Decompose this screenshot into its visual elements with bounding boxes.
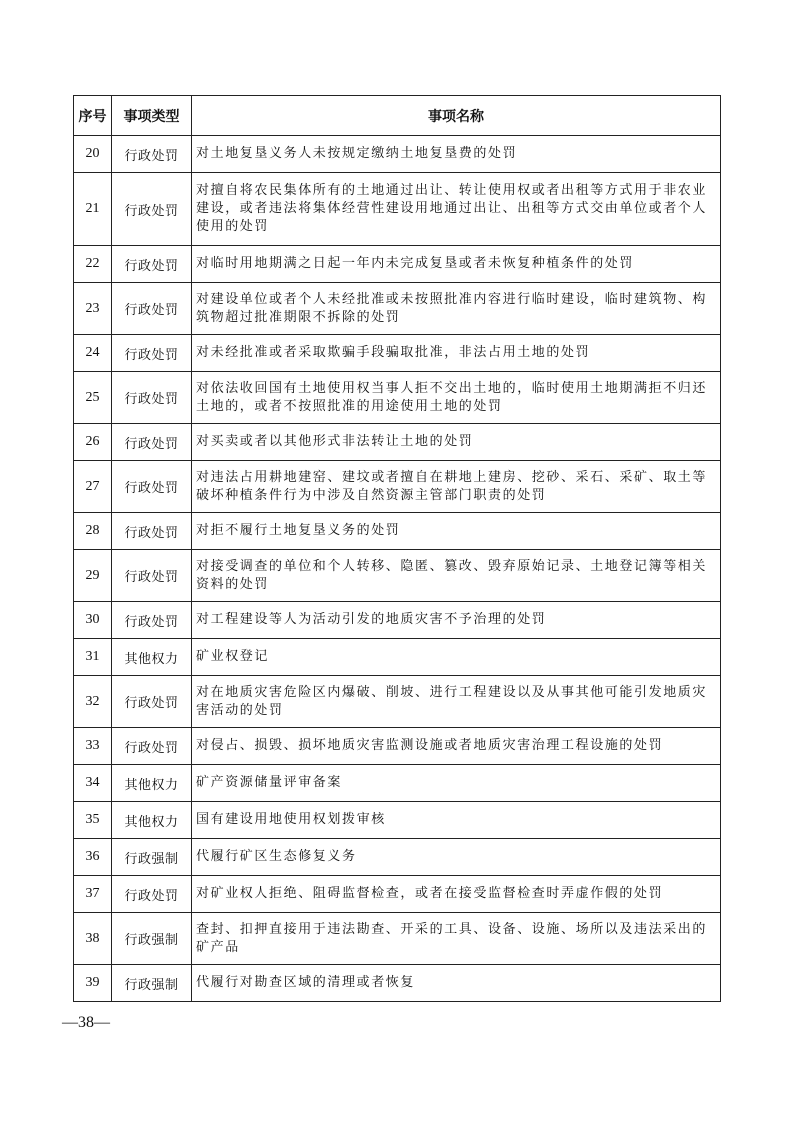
table-row xyxy=(74,676,721,728)
row-name: 对接受调查的单位和个人转移、隐匿、篡改、毁弃原始记录、土地登记簿等相关资料的处罚 xyxy=(192,550,721,602)
row-name: 对依法收回国有土地使用权当事人拒不交出土地的，临时使用土地期满拒不归还土地的，或者不按照批准的用途使用土地的处罚 xyxy=(192,372,721,424)
header-type: 事项类型 xyxy=(112,96,192,136)
row-seq: 26 xyxy=(74,424,112,461)
row-name: 对在地质灾害危险区内爆破、削坡、进行工程建设以及从事其他可能引发地质灾害活动的处罚 xyxy=(192,676,721,728)
row-type: 行政处罚 xyxy=(112,283,192,335)
row-type: 行政处罚 xyxy=(112,173,192,246)
row-seq: 28 xyxy=(74,513,112,550)
row-type: 其他权力 xyxy=(112,802,192,839)
row-name: 对土地复垦义务人未按规定缴纳土地复垦费的处罚 xyxy=(192,136,721,173)
table-row xyxy=(74,550,721,602)
row-name: 对违法占用耕地建窑、建坟或者擅自在耕地上建房、挖砂、采石、采矿、取土等破坏种植条件行为中涉及自然资源主管部门职责的处罚 xyxy=(192,461,721,513)
row-name: 国有建设用地使用权划拨审核 xyxy=(192,802,721,839)
page-number: —38— xyxy=(62,1014,110,1031)
row-name: 对临时用地期满之日起一年内未完成复垦或者未恢复种植条件的处罚 xyxy=(192,246,721,283)
row-name: 对建设单位或者个人未经批准或未按照批准内容进行临时建设，临时建筑物、构筑物超过批准期限不拆除的处罚 xyxy=(192,283,721,335)
row-seq: 35 xyxy=(74,802,112,839)
row-type: 行政处罚 xyxy=(112,602,192,639)
row-name: 对矿业权人拒绝、阻碍监督检查，或者在接受监督检查时弄虚作假的处罚 xyxy=(192,876,721,913)
row-seq: 22 xyxy=(74,246,112,283)
row-name: 矿产资源储量评审备案 xyxy=(192,765,721,802)
row-type: 行政处罚 xyxy=(112,424,192,461)
table-row xyxy=(74,372,721,424)
row-name: 对买卖或者以其他形式非法转让土地的处罚 xyxy=(192,424,721,461)
table-row xyxy=(74,283,721,335)
items-table xyxy=(73,95,721,1002)
table-row xyxy=(74,839,721,876)
table-row xyxy=(74,136,721,173)
row-name: 代履行矿区生态修复义务 xyxy=(192,839,721,876)
row-type: 行政处罚 xyxy=(112,676,192,728)
table-row xyxy=(74,461,721,513)
row-type: 行政处罚 xyxy=(112,876,192,913)
row-seq: 25 xyxy=(74,372,112,424)
row-type: 其他权力 xyxy=(112,765,192,802)
table-row xyxy=(74,913,721,965)
row-type: 行政处罚 xyxy=(112,550,192,602)
row-type: 行政强制 xyxy=(112,965,192,1002)
row-seq: 29 xyxy=(74,550,112,602)
header-seq: 序号 xyxy=(74,96,112,136)
row-type: 行政处罚 xyxy=(112,246,192,283)
row-seq: 27 xyxy=(74,461,112,513)
row-seq: 37 xyxy=(74,876,112,913)
row-name: 对未经批准或者采取欺骗手段骗取批准，非法占用土地的处罚 xyxy=(192,335,721,372)
row-name: 代履行对勘查区域的清理或者恢复 xyxy=(192,965,721,1002)
header-name: 事项名称 xyxy=(192,96,721,136)
row-seq: 21 xyxy=(74,173,112,246)
row-seq: 39 xyxy=(74,965,112,1002)
row-type: 行政强制 xyxy=(112,913,192,965)
table-row xyxy=(74,602,721,639)
row-seq: 36 xyxy=(74,839,112,876)
table-row xyxy=(74,246,721,283)
table-header-row xyxy=(74,96,721,136)
row-name: 对工程建设等人为活动引发的地质灾害不予治理的处罚 xyxy=(192,602,721,639)
row-seq: 31 xyxy=(74,639,112,676)
row-seq: 38 xyxy=(74,913,112,965)
row-seq: 24 xyxy=(74,335,112,372)
row-name: 对拒不履行土地复垦义务的处罚 xyxy=(192,513,721,550)
row-name: 对擅自将农民集体所有的土地通过出让、转让使用权或者出租等方式用于非农业建设，或者违法将集体经营性建设用地通过出让、出租等方式交由单位或者个人使用的处罚 xyxy=(192,173,721,246)
row-seq: 20 xyxy=(74,136,112,173)
row-type: 行政处罚 xyxy=(112,136,192,173)
row-name: 对侵占、损毁、损坏地质灾害监测设施或者地质灾害治理工程设施的处罚 xyxy=(192,728,721,765)
table-row xyxy=(74,765,721,802)
row-type: 行政处罚 xyxy=(112,461,192,513)
table-row xyxy=(74,424,721,461)
table-row xyxy=(74,639,721,676)
row-name: 查封、扣押直接用于违法勘查、开采的工具、设备、设施、场所以及违法采出的矿产品 xyxy=(192,913,721,965)
table-row xyxy=(74,965,721,1002)
row-type: 行政处罚 xyxy=(112,728,192,765)
table-row xyxy=(74,173,721,246)
row-type: 行政处罚 xyxy=(112,513,192,550)
table-row xyxy=(74,728,721,765)
row-seq: 23 xyxy=(74,283,112,335)
table-row xyxy=(74,513,721,550)
table-row xyxy=(74,876,721,913)
row-type: 行政强制 xyxy=(112,839,192,876)
row-type: 行政处罚 xyxy=(112,335,192,372)
table-row xyxy=(74,802,721,839)
row-seq: 30 xyxy=(74,602,112,639)
row-seq: 34 xyxy=(74,765,112,802)
table-row xyxy=(74,335,721,372)
row-name: 矿业权登记 xyxy=(192,639,721,676)
row-type: 其他权力 xyxy=(112,639,192,676)
row-seq: 33 xyxy=(74,728,112,765)
row-seq: 32 xyxy=(74,676,112,728)
row-type: 行政处罚 xyxy=(112,372,192,424)
